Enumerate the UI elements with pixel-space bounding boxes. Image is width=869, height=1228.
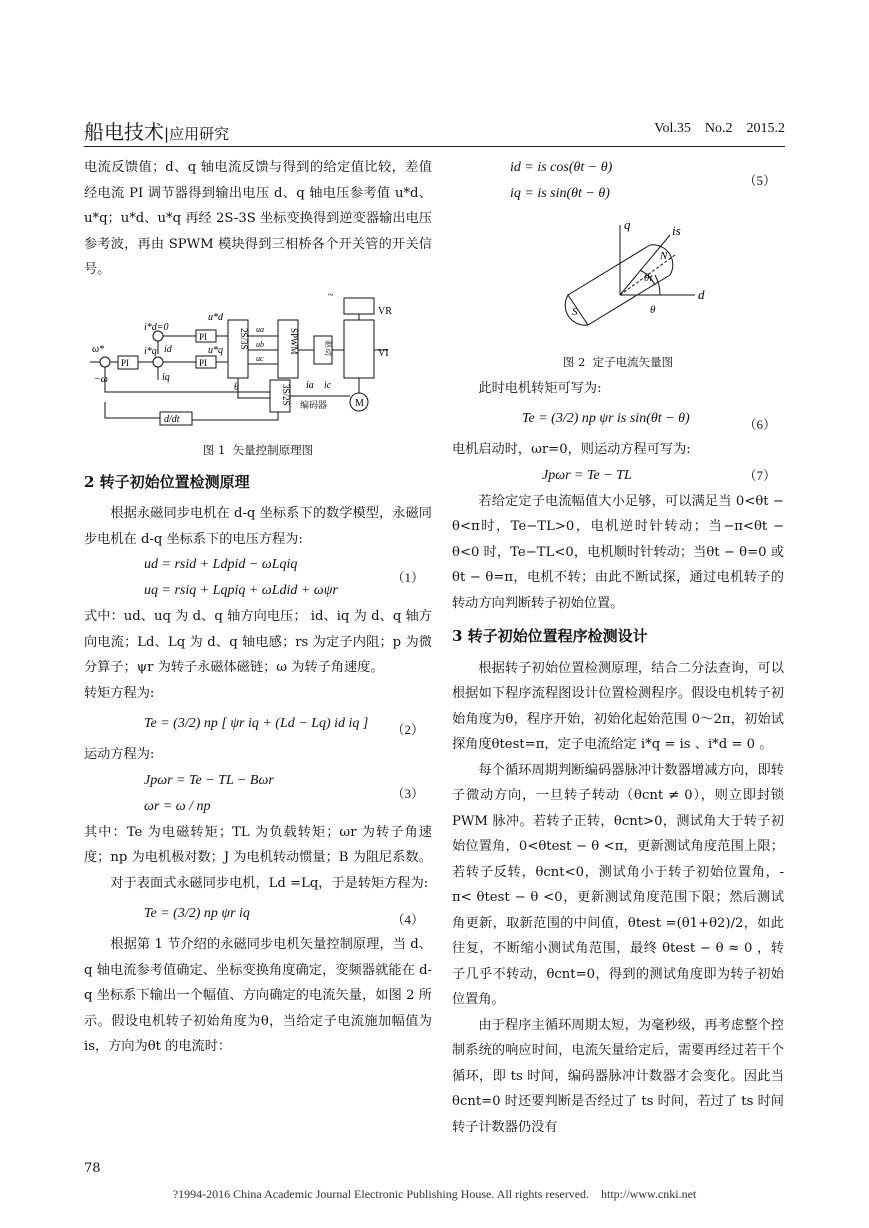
fig1-label-uq-ref: u*q (208, 345, 223, 356)
equation-6: Te = (3/2) np ψr is sin(θt − θ) （6） (452, 401, 784, 437)
equation-7-number: （7） (743, 467, 776, 483)
fig1-label-ia: ia (306, 380, 314, 391)
equation-2: Te = (3/2) np [ ψr iq + (Ld − Lq) id iq ] （2） (84, 706, 432, 742)
fig1-label-uc: uc (256, 354, 264, 363)
fig2-label-theta: θ (650, 304, 656, 316)
is-vector (620, 235, 670, 295)
page-footer: ?1994-2016 China Academic Journal Electronic Publishing House. All rights reserved. http://www.cnki.net (172, 1187, 697, 1201)
fig1-label-ddt: d/dt (164, 414, 180, 425)
equation-1-number: （1） (391, 570, 424, 585)
header-rule (84, 146, 785, 147)
equation-2-number: （2） (391, 722, 424, 737)
fig1-label-tilde: ~ (328, 290, 334, 301)
right-paragraph-6: 由于程序主循环周期太短，为毫秒级，再考虑整个控制系统的响应时间，电流矢量给定后，需要再经过若干个循环，即 ts 时间，编码器脉冲计数器才会变化。因此当θcnt=0 时还要判断是否经过了 ts 时间，若过了 ts 时间转子计数器仍没有 (452, 1017, 784, 1135)
fig1-label-id-ref: i*d=0 (144, 322, 169, 333)
equation-3b: ωr = ω / np （3） (84, 794, 432, 820)
equation-3a: Jpωr = Te − TL − Bωr (144, 772, 274, 788)
fig1-label-vi: VI (378, 348, 389, 359)
inverter-bridge (344, 320, 374, 378)
fig1-label-id: id (164, 344, 172, 355)
left-paragraph-7: 根据第 1 节介绍的永磁同步电机矢量控制原理，当 d、q 轴电流参考值确定、坐标变换角度确定，变频器就能在 d-q 坐标系下输出一个幅值、方向确定的电流矢量，如图 2 所示。假设电机转子初始角度为θ，当给定子电流施加幅值为 is，方向为θt 的电流时： (84, 937, 432, 1054)
equation-5a: id = is cos(θt − θ) (510, 160, 613, 175)
right-column-top (452, 155, 784, 207)
left-column-body (84, 438, 432, 1060)
journal-title: 船电技术|应用研究 (84, 120, 230, 144)
left-paragraph-5: 其中：Te 为电磁转矩；TL 为负载转矩；ωr 为转子角速度；np 为电机极对数；J 为电机转动惯量；B 为阻尼系数。 (84, 824, 432, 865)
equation-4: Te = (3/2) np ψr iq （4） (84, 896, 432, 932)
equation-5b: iq = is sin(θt − θ) （5） (452, 181, 784, 207)
fig1-label-theta: θ (234, 382, 239, 393)
section-3-title: 3 转子初始位置程序检测设计 (452, 627, 648, 645)
fig1-label-spwm: SPWM (289, 328, 299, 355)
fig2-label-q: q (624, 217, 631, 232)
sum-node-speed (100, 357, 110, 367)
left-paragraph-2: 式中：ud、uq 为 d、q 轴方向电压； id、iq 为 d、q 轴方向电流；Ld、Lq 为 d、q 轴电感；rs 为定子内阻；p 为微分算子；ψr 为转子永磁体磁链；ω 为转子角速度。 (84, 609, 432, 675)
fig2-label-theta-t: θt (644, 272, 653, 284)
equation-4-number: （4） (391, 912, 424, 927)
figure-1-caption: 图 1 矢量控制原理图 (202, 443, 314, 457)
fig1-label-ub: ub (256, 340, 264, 349)
issue-info: Vol.35 No.2 2015.2 (654, 121, 785, 136)
right-paragraph-3: 若给定定子电流幅值大小足够，可以满足当 0<θt − θ<π时，Te−TL>0，电机逆时针转动；当−π<θt − θ<0 时，Te−TL<0，电机顺时针转动；当θt − θ=0 或θt − θ=π，电机不转；由此不断试探，通过电机转子的转动方向判断转子初始位置。 (452, 493, 784, 611)
left-intro: 电流反馈值；d、q 轴电流反馈与得到的给定值比较，差值经电流 PI 调节器得到输出电压 d、q 轴电压参考值 u*d、u*q；u*d、u*q 再经 2S-3S 坐标变换得到逆变器输出电压参考波，再由 SPWM 模块得到三相桥各个开关管的开关信号。 (84, 160, 432, 277)
equation-1b: uq = rsiq + Lqpiq + ωLdid + ωψr （1） (84, 578, 432, 604)
left-paragraph-1: 根据永磁同步电机在 d-q 坐标系下的数学模型，永磁同步电机在 d-q 坐标系下的电压方程为: (84, 506, 432, 547)
left-column (84, 155, 432, 283)
fig1-label-iq: iq (162, 372, 170, 383)
fig1-label-motor: M (355, 398, 364, 409)
sum-node-q (153, 357, 163, 367)
fig1-label-encoder: 编码器 (300, 400, 328, 410)
fig1-label-pi-q: PI (199, 358, 208, 368)
equation-3-number: （3） (391, 785, 424, 801)
fig2-label-d: d (698, 287, 705, 302)
fig2-label-n: N (660, 250, 668, 262)
journal-name: 船电技术 (84, 120, 164, 144)
fig1-label-vr: VR (378, 306, 392, 317)
figure-2-caption: 图 2 定子电流矢量图 (562, 355, 674, 369)
fig1-label-driver: 驱动 (324, 340, 333, 356)
figure-1-diagram (88, 290, 408, 432)
right-paragraph-5: 每个循环周期判断编码器脉冲计数器增减方向，即转子微动方向，一旦转子转动（θcnt ≠ 0），则立即封锁 PWM 脉冲。若转子正转，θcnt>0，测试角大于转子初始位置角，0<θtest − θ <π，更新测试角度范围上限；若转子反转，θcnt<0，测试角小于转子初始位置角，-π< θtest − θ <0，更新测试角度范围下限；然后测试角更新，取新范围的中间值，θtest =(θ1+θ2)/2，如此往复，不断缩小测试角范围，最终 θtest − θ ≈ 0 ，转子几乎不转动，θcnt=0，得到的测试角度即为转子初始位置角。 (452, 762, 784, 1007)
right-paragraph-1: 此时电机转矩可写为: (478, 380, 602, 396)
fig1-label-omega: −ω (94, 374, 108, 385)
fig1-label-ud-ref: u*d (208, 312, 223, 323)
right-paragraph-4: 根据转子初始位置检测原理，结合二分法查询，可以根据如下程序流程图设计位置检测程序。假设电机转子初始角度为θ，程序开始，初始化起始范围 0～2π，初始试探角度θtest=π，定子电流给定 i*q = is 、i*d = 0 。 (452, 660, 784, 752)
equation-7: Jpωr = Te − TL （7） (452, 463, 784, 489)
fig1-label-pi-speed: PI (121, 358, 130, 368)
right-paragraph-2: 电机启动时，ωr=0，则运动方程可写为: (452, 442, 691, 457)
fig1-label-ua: ua (256, 325, 264, 334)
fig1-label-ic: ic (324, 380, 332, 391)
page-number: 78 (84, 1161, 101, 1176)
rectifier-block (344, 298, 374, 314)
figure-2-diagram (560, 215, 720, 350)
left-paragraph-3: 转矩方程为: (84, 685, 155, 701)
fig1-label-pi-d: PI (199, 332, 208, 342)
equation-6-number: （6） (743, 417, 776, 432)
right-column-body (452, 350, 784, 1140)
equation-1a: ud = rsid + Ldpid − ωLqiq (144, 557, 298, 572)
fig1-label-omega-ref: ω* (92, 344, 105, 355)
fig2-label-s: S (572, 306, 578, 318)
fig1-label-2s3s: 2S/3S (239, 328, 249, 350)
fig2-label-is: is (672, 223, 681, 238)
journal-section: 应用研究 (169, 125, 230, 143)
fig1-label-3s2s: 3S/2S (281, 384, 291, 406)
left-paragraph-4: 运动方程为: (84, 747, 155, 762)
fig1-label-iq-ref: i*q (144, 346, 157, 357)
left-paragraph-6: 对于表面式永磁同步电机，Ld =Lq，于是转矩方程为: (110, 875, 429, 891)
section-2-title: 2 转子初始位置检测原理 (84, 472, 250, 491)
equation-5-number: （5） (743, 173, 776, 188)
theta-arc (655, 275, 660, 295)
